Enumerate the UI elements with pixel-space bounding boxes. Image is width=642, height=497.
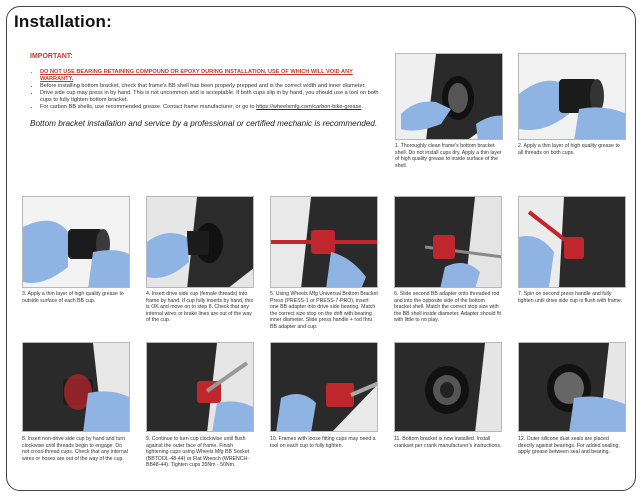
glove-hand-photo	[519, 343, 626, 432]
step-photo	[270, 196, 378, 288]
step-photo	[146, 342, 254, 432]
bb-press-photo	[395, 197, 502, 288]
bb-press-photo	[271, 197, 378, 288]
note-warning: • DO NOT USE BEARING RETAINING COMPOUND OR EPOXY DURING INSTALLATION, USE OF WHICH WILL VOID ANY WARRANTY.	[40, 69, 380, 83]
note-text: For carbon BB shells, use recommended grease. Contact frame manufacturer, or go to	[40, 104, 257, 110]
step-caption: 1. Thoroughly clean frame's bottom bracket shell. Do not install cups dry. Apply a thin layer of high quality grease to inside surface of the shell.	[395, 143, 502, 169]
frame-shell-photo	[23, 343, 130, 432]
step-photo	[394, 196, 502, 288]
step-caption: 11. Bottom bracket is now installed. Install crankset per crank manufacturer's instructions.	[394, 436, 502, 449]
step-caption: 2. Apply a thin layer of high quality grease to all threads on both cups.	[518, 143, 620, 156]
step-caption: 5. Using Wheels Mfg Universal Bottom Bracket Press (PRESS-1 or PRESS-7-PRO), insert one BB adapter into drive side bearing. Match the correct size stop on the drift with bearing inner diameter. Slide press handle + rod thru BB adapter and cup.	[270, 291, 378, 330]
important-notes	[30, 69, 380, 111]
step-caption: 12. Outer silicone dust seals are placed directly against bearings. For added sealing, apply grease between seal and bearing.	[518, 436, 620, 456]
frame-shell-photo	[396, 54, 503, 140]
frame-shell-photo	[395, 343, 502, 432]
note-end: .	[361, 104, 364, 110]
grease-link[interactable]: https://wheelsmfg.com/carbon-bike-grease	[256, 104, 362, 110]
important-label: IMPORTANT:	[30, 53, 73, 60]
page-title: Installation:	[14, 12, 112, 31]
note-item: • Before installing bottom bracket, check that frame's BB shell has been properly prepped and is the correct width and inner diameter.	[40, 83, 380, 90]
step-photo	[518, 342, 626, 432]
bb-cup-photo	[519, 54, 626, 140]
step-2	[518, 53, 626, 156]
recommendation-text: Bottom bracket installation and service by a professional or certified mechanic is recommended.	[30, 119, 378, 128]
note-item: • Drive side cup may press in by hand. This is not uncommon and is acceptable. If both cups slip in by hand, you should use a tool on both cups to fully tighten bottom bracket.	[40, 90, 380, 104]
socket-tool-photo	[271, 343, 378, 432]
step-photo	[22, 342, 130, 432]
step-1	[395, 53, 503, 169]
bb-press-photo	[519, 197, 626, 288]
step-caption: 6. Slide second BB adapter onto threaded rod and into the opposite side of the bottom bracket shell. Match the correct stop size with the BB shell inside diameter. Adapter should fit with little to no play.	[394, 291, 501, 324]
step-caption: 10. Frames with loose fitting cups may need a tool on each cup to fully tighten.	[270, 436, 376, 449]
step-caption: 9. Continue to turn cup clockwise until flush against the outer face of frame. Finish tightening cups using Wheels Mfg BB Socket (BBTOOL-48-44) or Flat Wrench (WRENCH-BB48-44). Tighten cups 35Nm - 50Nm.	[146, 436, 250, 469]
step-photo	[518, 53, 626, 140]
frame-shell-photo	[147, 197, 254, 288]
step-caption: 3. Apply a thin layer of high quality grease to outside surface of each BB cup.	[22, 291, 124, 304]
step-photo	[146, 196, 254, 288]
bb-cup-photo	[23, 197, 130, 288]
step-photo	[518, 196, 626, 288]
socket-tool-photo	[147, 343, 254, 432]
step-photo	[395, 53, 503, 140]
note-item	[40, 104, 380, 111]
step-caption: 4. Insert drive side cup (female threads) into frame by hand. If cup fully inserts by hand, this is OK and move on to step 8. Check that any internal wires or brake lines are out of the way of the cup.	[146, 291, 253, 324]
step-caption: 7. Spin on second press handle and fully tighten until drive side cup is flush with frame.	[518, 291, 623, 304]
step-photo	[270, 342, 378, 432]
step-photo	[22, 196, 130, 288]
step-photo	[394, 342, 502, 432]
step-caption: 8. Insert non-drive side cup by hand and turn clockwise until threads begin to engage. Do not cross-thread cups. Check that any internal wires or hoses are out of the way of the cup.	[22, 436, 128, 462]
